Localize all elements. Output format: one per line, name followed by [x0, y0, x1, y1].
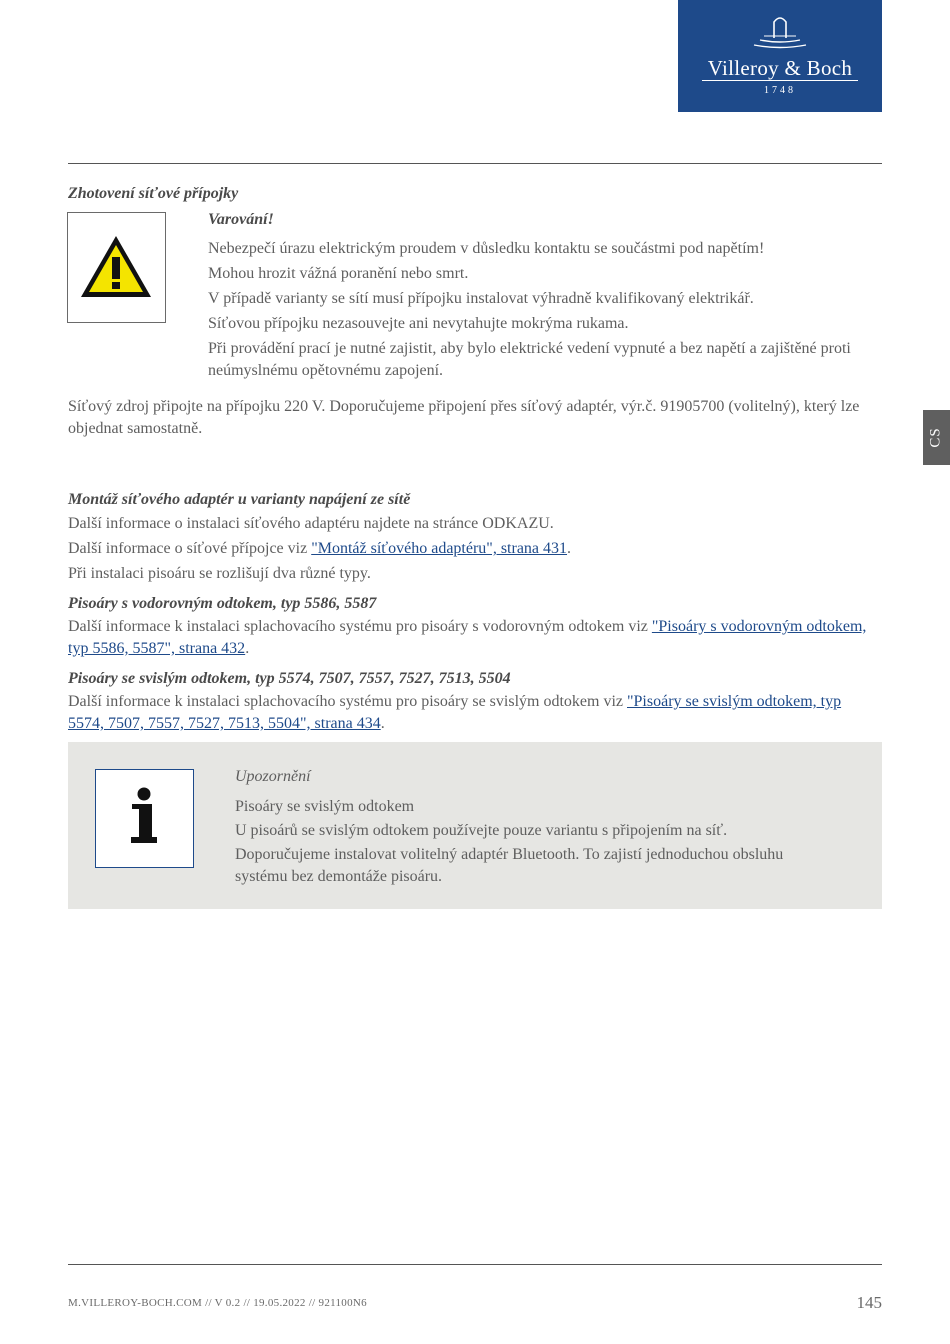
link-vertical-urinals[interactable]: "Pisoáry se svislým odtokem, typ 5574, 7507, 7557, 7527, 7513, 5504", strana 434: [68, 693, 842, 732]
vertical-info: [68, 691, 868, 735]
footer-divider: [68, 1264, 882, 1265]
link-horizontal-urinals[interactable]: "Pisoáry s vodorovným odtokem, typ 5586, 5587", strana 432: [68, 618, 867, 657]
info-icon: [129, 787, 159, 847]
adapter-line: Další informace o instalaci síťového adaptéru najdete na stránce ODKAZU.: [68, 515, 554, 532]
fountain-logo-icon: [750, 14, 810, 52]
horizontal-info: [68, 616, 868, 660]
mains-body-text: Síťový zdroj připojte na přípojku 220 V. Doporučujeme připojení přes síťový adaptér, výr.č. 91905700 (volitelný), který lze objednat samostatně.: [68, 398, 860, 437]
warning-line: Mohou hrozit vážná poranění nebo smrt.: [208, 265, 469, 282]
vertical-info-suffix: .: [380, 715, 385, 732]
brand-name: Villeroy & Boch: [707, 56, 853, 80]
page-number: 145: [856, 1293, 882, 1312]
warning-title: Varování!: [208, 211, 274, 228]
note-line: Doporučujeme instalovat volitelný adaptér Bluetooth. To zajistí jednoduchou obsluhu systému bez demontáže pisoáru.: [235, 846, 784, 885]
horizontal-info-prefix: Další informace k instalaci splachovacího systému pro pisoáry s vodorovným odtokem viz: [68, 618, 652, 635]
warning-line: Síťovou přípojku nezasouvejte ani nevytahujte mokrýma rukama.: [208, 315, 629, 332]
adapter-line-prefix: Další informace o síťové přípojce viz: [68, 540, 312, 557]
warning-triangle-icon: [78, 233, 154, 301]
note-content: [235, 766, 855, 888]
adapter-line: [68, 538, 882, 560]
info-icon-box: [95, 769, 194, 868]
section-title-adapter: Montáž síťového adaptér u varianty napájení ze sítě: [68, 491, 411, 508]
warning-block: [208, 210, 878, 382]
note-line: U pisoárů se svislým odtokem používejte pouze variantu s připojením na síť.: [235, 822, 728, 839]
vertical-info-prefix: Další informace k instalaci splachovacího systému pro pisoáry se svislým odtokem viz: [68, 693, 627, 710]
language-tab-label: CS: [927, 427, 944, 448]
logo-divider: [702, 80, 858, 81]
adapter-line: Při instalaci pisoáru se rozlišují dva různé typy.: [68, 565, 371, 582]
warning-line: Nebezpečí úrazu elektrickým proudem v důsledku kontaktu se součástmi pod napětím!: [208, 240, 765, 257]
note-line: Pisoáry se svislým odtokem: [235, 798, 415, 815]
brand-logo: [678, 0, 882, 112]
brand-year: 1748: [764, 85, 796, 96]
note-title: Upozornění: [235, 768, 311, 785]
footer-doc-info: M.VILLEROY-BOCH.COM // V 0.2 // 19.05.2022 // 921100N6: [68, 1297, 367, 1309]
section-adapter: [68, 490, 882, 735]
warning-line: V případě varianty se sítí musí přípojku instalovat výhradně kvalifikovaný elektrikář.: [208, 290, 754, 307]
subsection-title-vertical: Pisoáry se svislým odtokem, typ 5574, 7507, 7557, 7527, 7513, 5504: [68, 670, 511, 687]
header-divider: [68, 163, 882, 164]
link-adapter-mounting[interactable]: "Montáž síťového adaptéru", strana 431: [311, 540, 568, 557]
note-box: [68, 742, 882, 909]
section-title-mains-connection: Zhotovení síťové přípojky: [68, 185, 239, 202]
warning-icon-box: [67, 212, 166, 323]
adapter-line-suffix: .: [567, 540, 572, 557]
horizontal-info-suffix: .: [245, 640, 250, 657]
warning-line: Při provádění prací je nutné zajistit, aby bylo elektrické vedení vypnuté a bez napětí a zajištěné proti neúmyslnému opětovnému zapojení.: [208, 340, 851, 379]
language-tab[interactable]: [923, 410, 950, 465]
subsection-title-horizontal: Pisoáry s vodorovným odtokem, typ 5586, 5587: [68, 595, 377, 612]
